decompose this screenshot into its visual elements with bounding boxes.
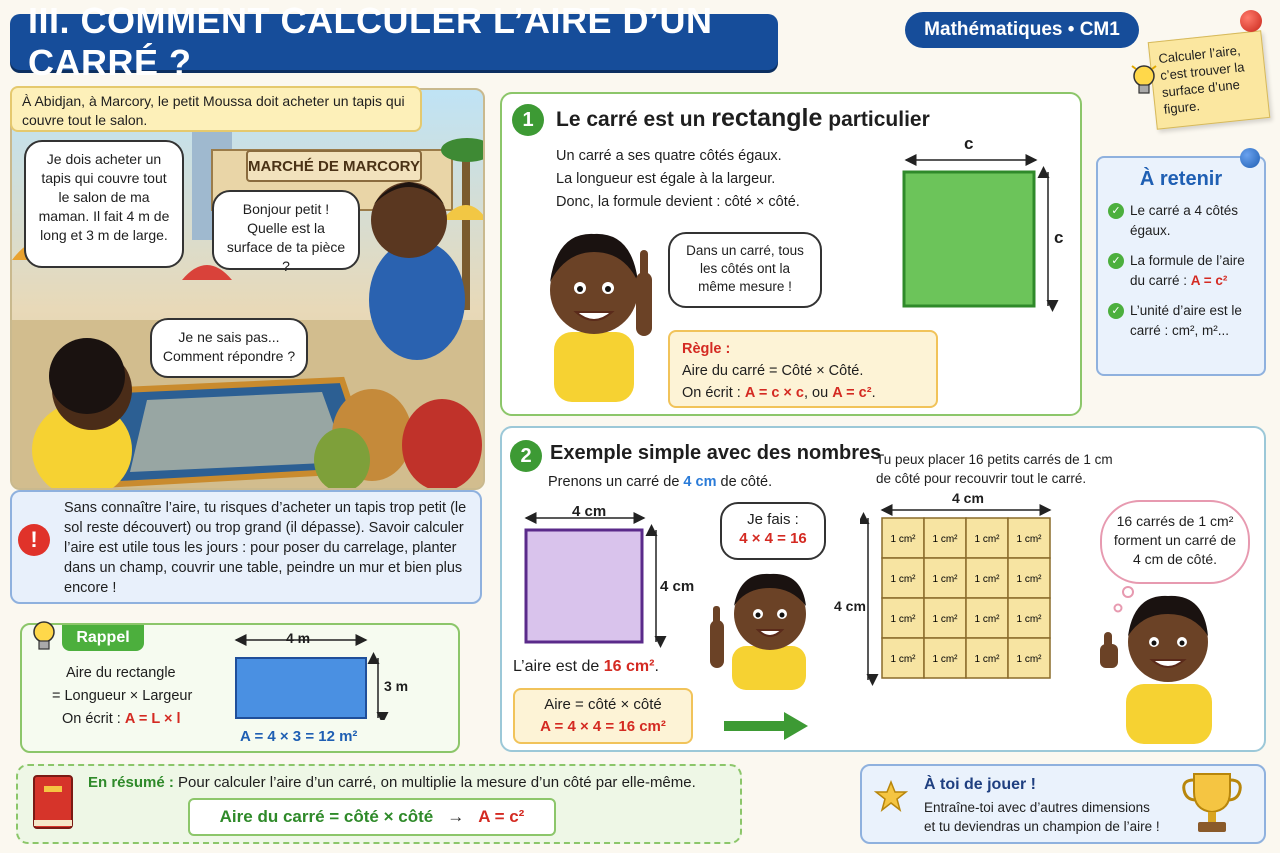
summary-formula: Aire du carré = côté × côté: [219, 807, 434, 826]
purple-square-side-label: 4 cm: [660, 578, 695, 595]
rule-formula-2: A = c²: [832, 385, 872, 401]
grid-cell-label: 1 cm²: [932, 654, 958, 665]
sticky-note: Calculer l’aire, c’est trouver la surface d’une figure.: [1148, 30, 1271, 129]
grid-cell-label: 1 cm²: [974, 614, 1000, 625]
section-2-intro-post: de côté.: [716, 474, 773, 490]
boy-pointing-illustration: [532, 212, 672, 402]
rule-line-2-prefix: On écrit :: [682, 385, 745, 401]
grid-cell-label: 1 cm²: [932, 534, 958, 545]
book-icon: [30, 772, 76, 832]
rappel-formula: A = L × l: [124, 711, 181, 727]
pin-icon: [1240, 148, 1260, 168]
speech-bubble-equal-sides: Dans un carré, tous les côtés ont la même mesure !: [668, 232, 822, 308]
rectangle-result: A = 4 × 3 = 12 m²: [240, 728, 358, 745]
arrow-icon: →: [447, 807, 465, 826]
boy-thinking-illustration: [704, 566, 814, 690]
rule-line-2: [682, 382, 924, 404]
challenge-line-2: et tu deviendras un champion de l’aire !: [924, 819, 1160, 834]
rule-title: Règle :: [682, 341, 731, 357]
challenge-line-1: Entraîne-toi avec d’autres dimensions: [924, 800, 1150, 815]
rappel-line-2: = Longueur × Largeur: [52, 688, 193, 704]
grid-cell-label: 1 cm²: [932, 574, 958, 585]
rappel-line-3: [52, 708, 222, 731]
rappel-line-1: Aire du rectangle: [66, 665, 176, 681]
speech-bubble-boy: Je dois acheter un tapis qui couvre tout le salon de ma maman. Il fait 4 m de long et 3 m de large.: [24, 140, 184, 268]
grid-cell-label: 1 cm²: [932, 614, 958, 625]
square-side-right-label: c: [1054, 228, 1064, 247]
story-intro: À Abidjan, à Marcory, le petit Moussa doit acheter un tapis qui couvre tout le salon.: [10, 86, 422, 132]
section-1-body: [556, 145, 800, 214]
calc-line-2: A = 4 × 4 = 16 cm²: [540, 718, 666, 735]
key-point-2-text: [1130, 251, 1254, 291]
rappel-tab: Rappel: [62, 625, 144, 651]
grid-cell-label: 1 cm²: [974, 574, 1000, 585]
summary-formula-box: [188, 798, 556, 836]
key-point-2-formula: A = c²: [1190, 273, 1228, 288]
grid-cell-label: 1 cm²: [974, 654, 1000, 665]
page-title: III. COMMENT CALCULER L’AIRE D’UN CARRÉ ?: [10, 14, 778, 70]
section-1-title-post: particulier: [822, 108, 930, 131]
grid-side-label: 4 cm: [834, 598, 866, 614]
tiling-explanation: Tu peux placer 16 petits carrés de 1 cm de côté pour recouvrir tout le carré.: [876, 452, 1113, 486]
warning-icon: !: [18, 524, 50, 556]
challenge-text: [924, 798, 1160, 836]
lightbulb-icon: [1130, 62, 1158, 102]
area-result: [513, 658, 659, 676]
key-points-card: [1096, 156, 1266, 376]
calc-line-1: Aire = côté × côté: [544, 696, 662, 713]
market-sign: MARCHÉ DE MARCORY: [246, 150, 422, 182]
square-side-top-label: c: [964, 134, 974, 153]
section-1-title-pre: Le carré est un: [556, 108, 712, 131]
section-1-line-1: Un carré a ses quatre côtés égaux.: [556, 148, 782, 164]
thought-bubble: 16 carrés de 1 cm² forment un carré de 4 cm de côté.: [1100, 500, 1250, 584]
section-2-intro-value: 4 cm: [683, 474, 717, 490]
speech-bubble-seller: Bonjour petit ! Quelle est la surface de ta pièce ?: [212, 190, 360, 270]
bubble-calc-line-2: 4 × 4 = 16: [739, 530, 807, 547]
rappel-line-3-prefix: On écrit :: [62, 711, 125, 727]
section-1-number: 1: [512, 104, 544, 136]
rappel-text: [52, 662, 222, 731]
summary-sentence: Pour calculer l’aire d’un carré, on multiplie la mesure d’un côté par elle-même.: [178, 774, 696, 791]
challenge-title: À toi de jouer !: [924, 776, 1036, 793]
trophy-icon: [1180, 770, 1244, 836]
section-1-line-3: Donc, la formule devient : côté × côté.: [556, 194, 800, 210]
grid-cell-label: 1 cm²: [1016, 574, 1042, 585]
rule-box: [668, 330, 938, 408]
section-2-number: 2: [510, 440, 542, 472]
key-point-1-text: Le carré a 4 côtés égaux.: [1130, 203, 1239, 238]
grid-cell-label: 1 cm²: [1016, 614, 1042, 625]
rule-formula-1: A = c × c: [744, 385, 804, 401]
green-square-diagram: [896, 150, 1066, 314]
area-result-value: 16 cm²: [603, 658, 655, 675]
section-1-line-2: La longueur est égale à la largeur.: [556, 171, 776, 187]
calculation-box: [513, 688, 693, 744]
grid-cell-label: 1 cm²: [1016, 654, 1042, 665]
speech-bubble-calc: [720, 502, 826, 560]
arrow-right-icon: [722, 712, 810, 740]
summary-label: En résumé :: [88, 774, 174, 791]
section-1-title: [556, 104, 930, 133]
purple-square-top-label: 4 cm: [572, 503, 607, 520]
key-point-2-prefix: La formule de l’aire du carré :: [1130, 253, 1245, 288]
grid-cell-label: 1 cm²: [974, 534, 1000, 545]
section-2-intro-pre: Prenons un carré de: [548, 474, 684, 490]
speech-bubble-boy-question: Je ne sais pas... Comment répondre ?: [150, 318, 308, 378]
subject-badge: Mathématiques • CM1: [905, 12, 1139, 48]
purple-square-diagram: [518, 508, 670, 648]
lightbulb-icon: [30, 618, 58, 656]
warning-box: Sans connaître l’aire, tu risques d’acheter un tapis trop petit (le sol reste découvert) ou trop grand (il dépasse). Savoir calculer l’aire est utile tous les jours : pour poser du carrelage, planter dans un champ, couvrir une table, peindre un mur et bien plus encore !: [10, 490, 482, 604]
rectangle-diagram: [226, 628, 416, 720]
check-icon: ✓: [1108, 303, 1124, 319]
summary-text: [88, 774, 696, 791]
grid-cell-label: 1 cm²: [890, 654, 916, 665]
area-result-post: .: [654, 658, 659, 675]
key-point-3: [1108, 301, 1254, 341]
check-icon: ✓: [1108, 253, 1124, 269]
grid-top-label: 4 cm: [952, 490, 984, 506]
star-icon: [874, 780, 908, 814]
rule-line-1: Aire du carré = Côté × Côté.: [682, 363, 864, 379]
key-point-3-text: L’unité d’aire est le carré : cm², m²...: [1130, 303, 1242, 338]
tile-grid-diagram: [860, 504, 1060, 688]
key-point-2: [1108, 251, 1254, 291]
key-point-1: [1108, 201, 1254, 241]
boy-thumbs-up-illustration: [1096, 584, 1226, 744]
rectangle-width-label: 4 m: [286, 630, 311, 646]
section-2-title: Exemple simple avec des nombres: [550, 442, 882, 464]
section-2-intro: [548, 474, 772, 490]
summary-formula-short: A = c²: [478, 807, 525, 826]
grid-cell-label: 1 cm²: [890, 574, 916, 585]
pin-icon: [1240, 10, 1262, 32]
grid-cell-label: 1 cm²: [890, 534, 916, 545]
rectangle-height-label: 3 m: [384, 678, 409, 694]
area-result-pre: L’aire est de: [513, 658, 604, 675]
grid-cell-label: 1 cm²: [890, 614, 916, 625]
key-points-title: À retenir: [1139, 168, 1223, 190]
section-1-title-keyword: rectangle: [711, 104, 823, 132]
check-icon: ✓: [1108, 203, 1124, 219]
rule-separator: , ou: [803, 385, 833, 401]
grid-cell-label: 1 cm²: [1016, 534, 1042, 545]
bubble-calc-line-1: Je fais :: [747, 511, 799, 528]
rule-end: .: [871, 385, 876, 401]
